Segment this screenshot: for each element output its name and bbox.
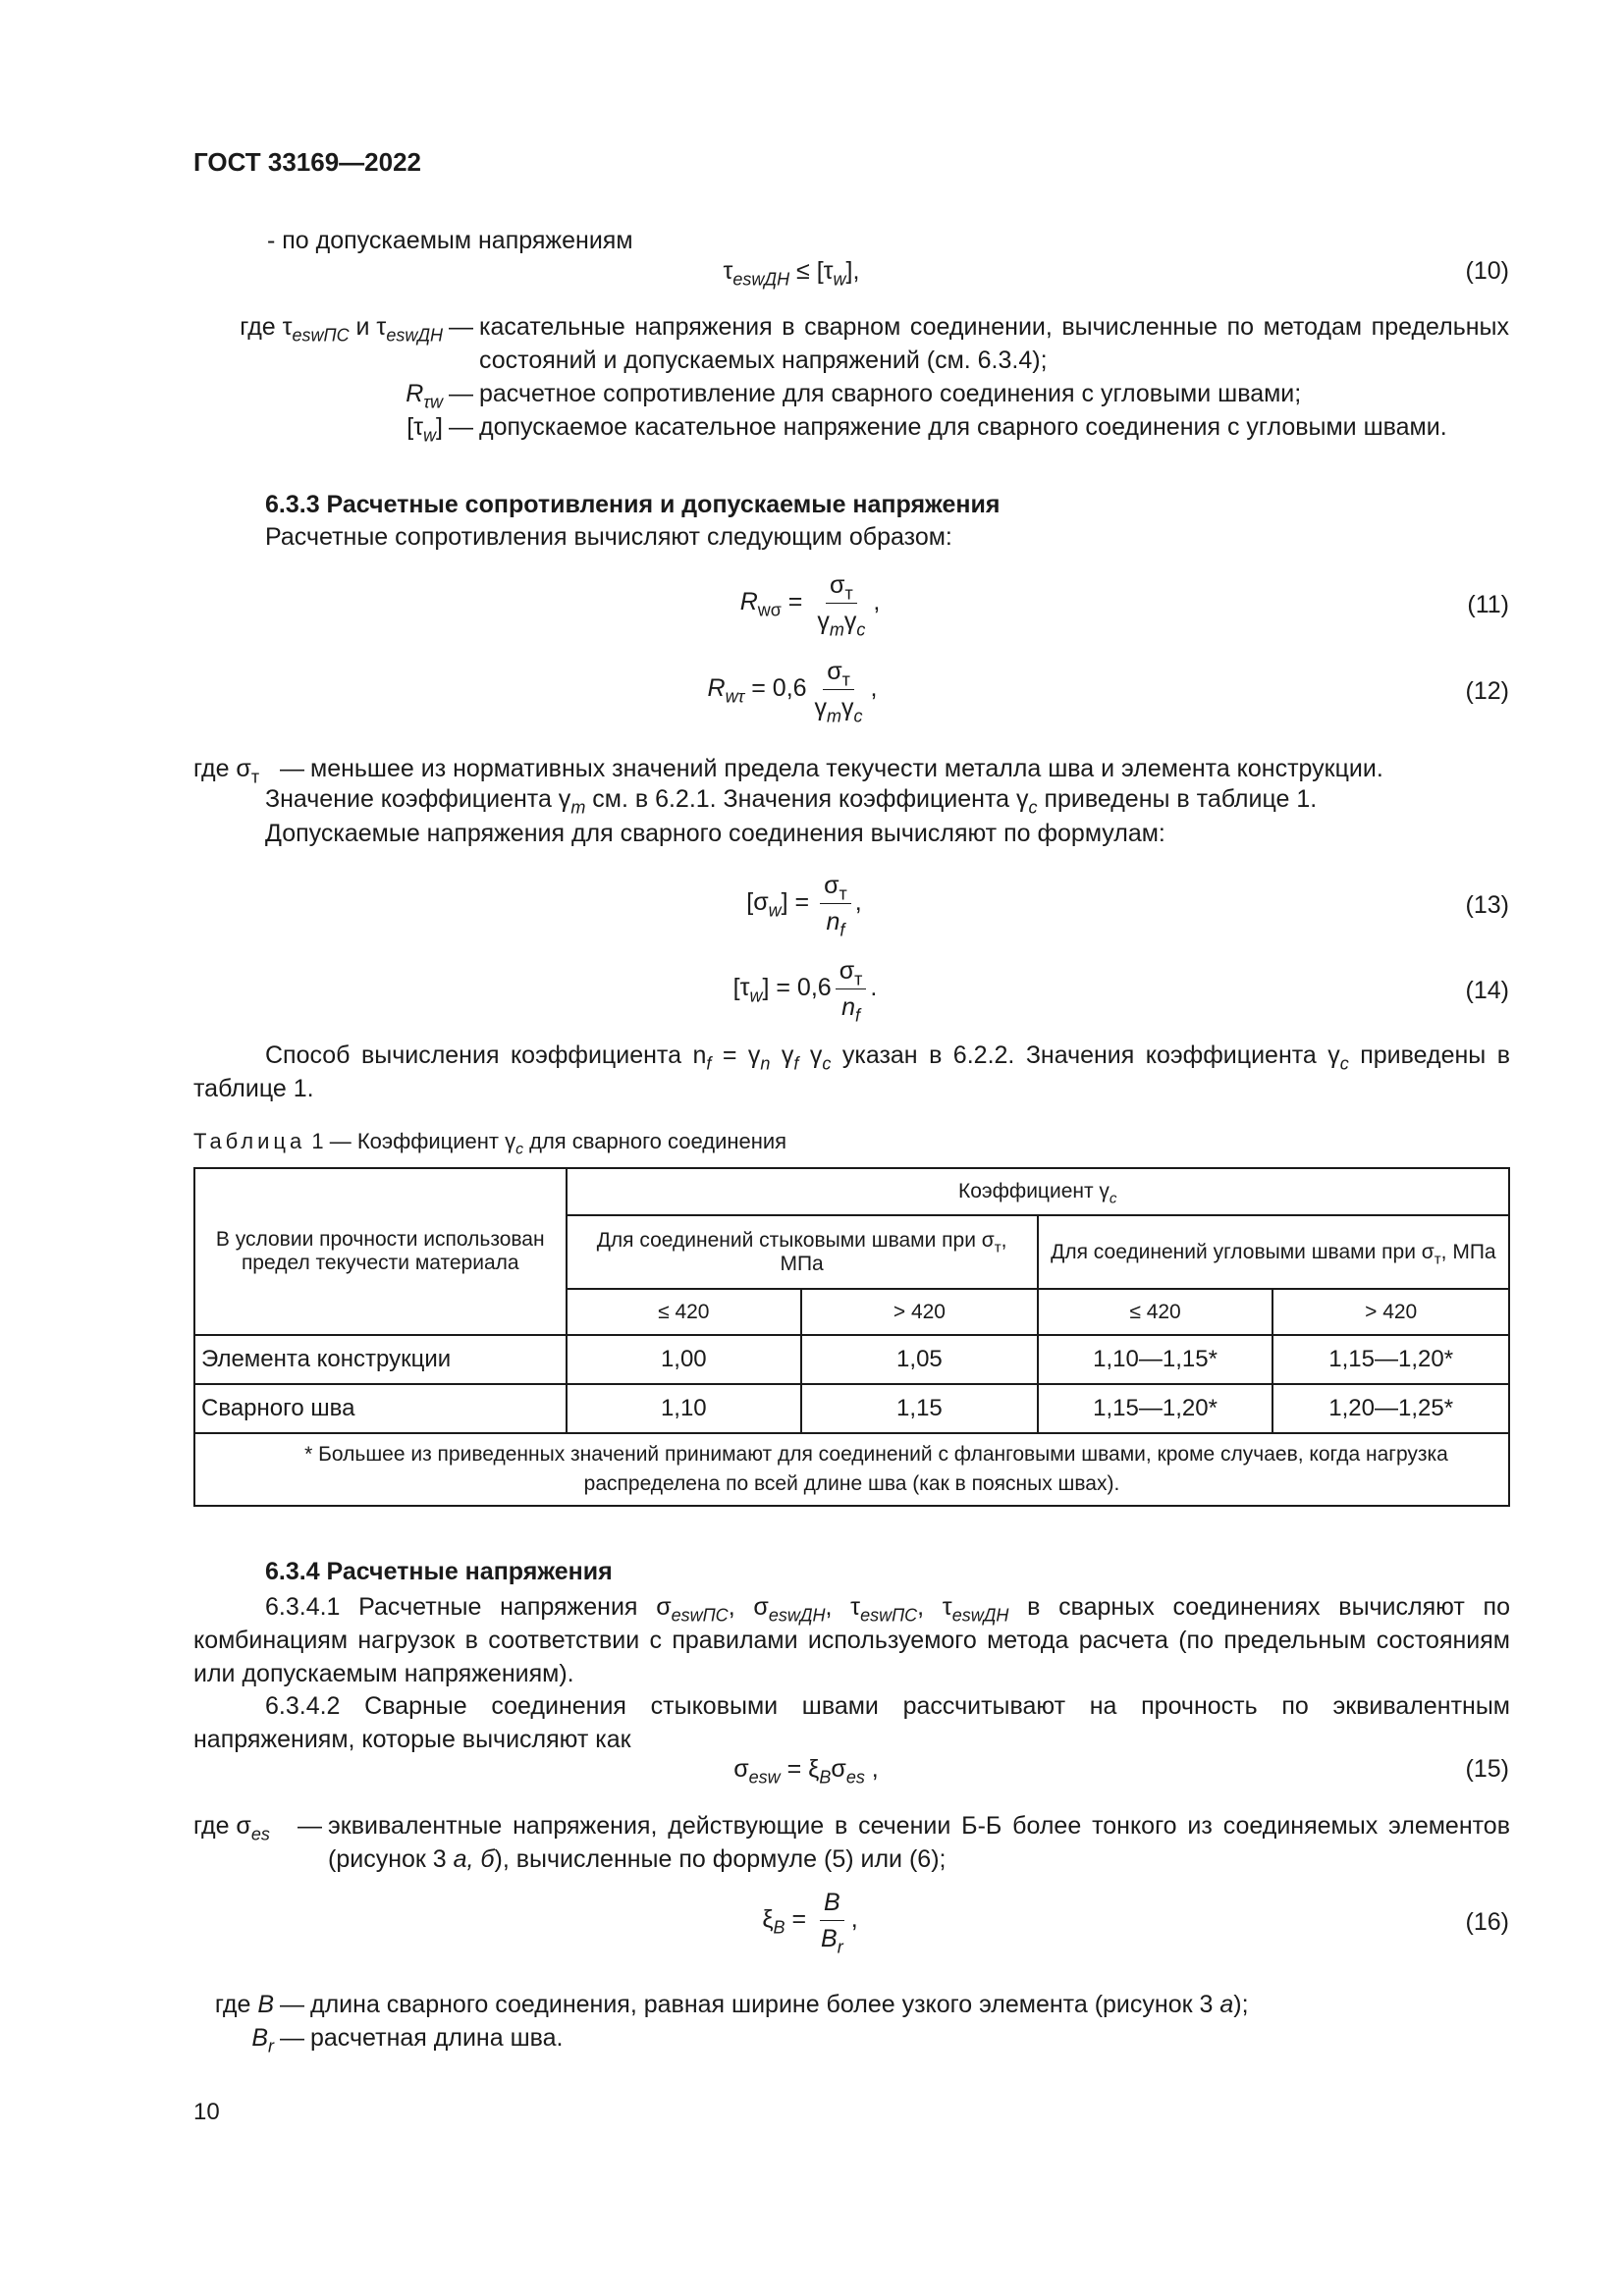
equation-number: (14) bbox=[1465, 977, 1509, 1004]
table-cell: 1,10 bbox=[567, 1384, 802, 1433]
definition-list-2 bbox=[193, 752, 1514, 785]
equation-15: $\sigma_{esw} = \xi_B\sigma_{es}$ , (15) bbox=[733, 1755, 1509, 1788]
allowable-intro: - по допускаемым напряжениям bbox=[267, 227, 633, 254]
section-6-3-3-title: 6.3.3 Расчетные сопротивления и допускаемые напряжения bbox=[265, 491, 1001, 518]
definition-row: $B_r$ — расчетная длина шва. bbox=[251, 2024, 564, 2056]
definition-list-1 bbox=[193, 310, 1509, 444]
table-header-coefficient: Коэффициент $\gamma_c$ bbox=[567, 1168, 1510, 1215]
definition-list-3 bbox=[193, 1809, 1510, 1876]
table-header-condition: В условии прочности использован предел текучести материала bbox=[194, 1168, 567, 1335]
table-cell: 1,20—1,25* bbox=[1272, 1384, 1509, 1433]
table-row-label: Сварного шва bbox=[194, 1384, 567, 1433]
table-cell: 1,00 bbox=[567, 1335, 802, 1384]
section-6-3-4-title: 6.3.4 Расчетные напряжения bbox=[265, 1558, 613, 1585]
equation-11: $R_{w\sigma}$ = $\frac{\sigma_т}{\gamma_m\gamma_c}$ , (11) bbox=[739, 571, 1509, 640]
table-caption: Таблица 1 — Коэффициент $\gamma_c$ для сварного соединения bbox=[193, 1129, 787, 1158]
equation-14: $[\tau_w] = 0,6$ $\frac{\sigma_т}{n_f}$ . (14) bbox=[732, 957, 1509, 1026]
equation-number: (11) bbox=[1467, 591, 1509, 618]
table-subheader: ≤ 420 bbox=[1038, 1289, 1273, 1335]
definition-row: где $\tau_{eswПС}$ и $\tau_{eswДН}$ — касательные напряжения в сварном соединении, вычисленные по методам предельных состояний и допускаемых напряжений (см. 6.3.4); bbox=[240, 313, 1509, 374]
equation-16: $\xi_B$ = $\frac{B}{B_r}$ , (16) bbox=[762, 1889, 1509, 1957]
definition-row: где $\sigma_т$ — меньшее из нормативных значений предела текучести металла шва и элемента конструкции. bbox=[193, 755, 1383, 787]
definition-row: где $\sigma_{es}$ — эквивалентные напряжения, действующие в сечении Б-Б более тонкого из соединяемых элементов (рисунок 3 а, б), вычисленные по формуле (5) или (6); bbox=[193, 1812, 1510, 1873]
paragraph-6-3-4-2: 6.3.4.2 Сварные соединения стыковыми швами рассчитывают на прочность по эквивалентным напряжениям, которые вычисляют как bbox=[193, 1692, 1510, 1753]
definition-row: $R_{\tau w}$ — расчетное сопротивление для сварного соединения с угловыми швами; bbox=[406, 380, 1302, 412]
coefficient-table bbox=[193, 1167, 1510, 1507]
page-number: 10 bbox=[193, 2099, 220, 2125]
definition-row: $[\tau_w]$ — допускаемое касательное напряжение для сварного соединения с угловыми швами. bbox=[406, 413, 1447, 446]
table-cell: 1,05 bbox=[801, 1335, 1038, 1384]
table-subheader: > 420 bbox=[1272, 1289, 1509, 1335]
equation-13: $[\sigma_w]$ = $\frac{\sigma_т}{n_f}$ , (13) bbox=[746, 872, 1509, 940]
definition-row: где B — длина сварного соединения, равная ширине более узкого элемента (рисунок 3 а); bbox=[214, 1991, 1249, 2018]
table-subheader: ≤ 420 bbox=[567, 1289, 802, 1335]
equation-12: $R_{w\tau} = 0,6$ $\frac{\sigma_т}{\gamma_m\gamma_c}$ , (12) bbox=[707, 658, 1509, 726]
table-subheader: > 420 bbox=[801, 1289, 1038, 1335]
table-header-butt: Для соединений стыковыми швами при $\sigma_т$, МПа bbox=[567, 1215, 1038, 1289]
section-6-3-3-intro: Расчетные сопротивления вычисляют следующим образом: bbox=[265, 523, 952, 551]
equation-number: (16) bbox=[1465, 1908, 1509, 1936]
table-cell: 1,10—1,15* bbox=[1038, 1335, 1273, 1384]
table-row-label: Элемента конструкции bbox=[194, 1335, 567, 1384]
method-paragraph: Способ вычисления коэффициента $n_f = \gamma_n$ $\gamma_f$ $\gamma_c$ указан в 6.2.2. Значения коэффициента $\gamma_c$ приведены в таблице 1. bbox=[193, 1041, 1511, 1102]
paragraph-6-3-4-1: 6.3.4.1 Расчетные напряжения $\sigma_{eswПС}$, $\sigma_{eswДН}$, $\tau_{eswПС}$, $\tau_{eswДН}$ в сварных соединениях вычисляют по комбинациям нагрузок в соответствии с правилами используемого метода расчета (по предельным состояниям или допускаемым напряжениям). bbox=[193, 1593, 1510, 1687]
table-cell: 1,15 bbox=[801, 1384, 1038, 1433]
table-row bbox=[194, 1384, 1509, 1433]
allowable-formulas-intro: Допускаемые напряжения для сварного соединения вычисляют по формулам: bbox=[265, 820, 1165, 847]
table-header-fillet: Для соединений угловыми швами при $\sigma_т$, МПа bbox=[1038, 1215, 1509, 1289]
coefficient-text: Значение коэффициента $\gamma_m$ см. в 6.2.1. Значения коэффициента $\gamma_c$ приведены в таблице 1. bbox=[265, 785, 1318, 818]
table-footnote: * Большее из приведенных значений принимают для соединений с фланговыми швами, кроме случаев, когда нагрузка распределена по всей длине шва (как в поясных швах). bbox=[194, 1433, 1509, 1506]
equation-number: (12) bbox=[1465, 677, 1509, 705]
definition-list-4 bbox=[193, 1988, 1510, 2055]
table-cell: 1,15—1,20* bbox=[1038, 1384, 1273, 1433]
equation-number: (15) bbox=[1465, 1755, 1509, 1783]
equation-number: (13) bbox=[1465, 891, 1509, 919]
document-header: ГОСТ 33169—2022 bbox=[193, 147, 421, 177]
equation-10: $\tau_{eswДН} \le [\tau_w]$, (10) bbox=[723, 257, 1509, 290]
table-row bbox=[194, 1335, 1509, 1384]
equation-number: (10) bbox=[1465, 257, 1509, 285]
table-cell: 1,15—1,20* bbox=[1272, 1335, 1509, 1384]
